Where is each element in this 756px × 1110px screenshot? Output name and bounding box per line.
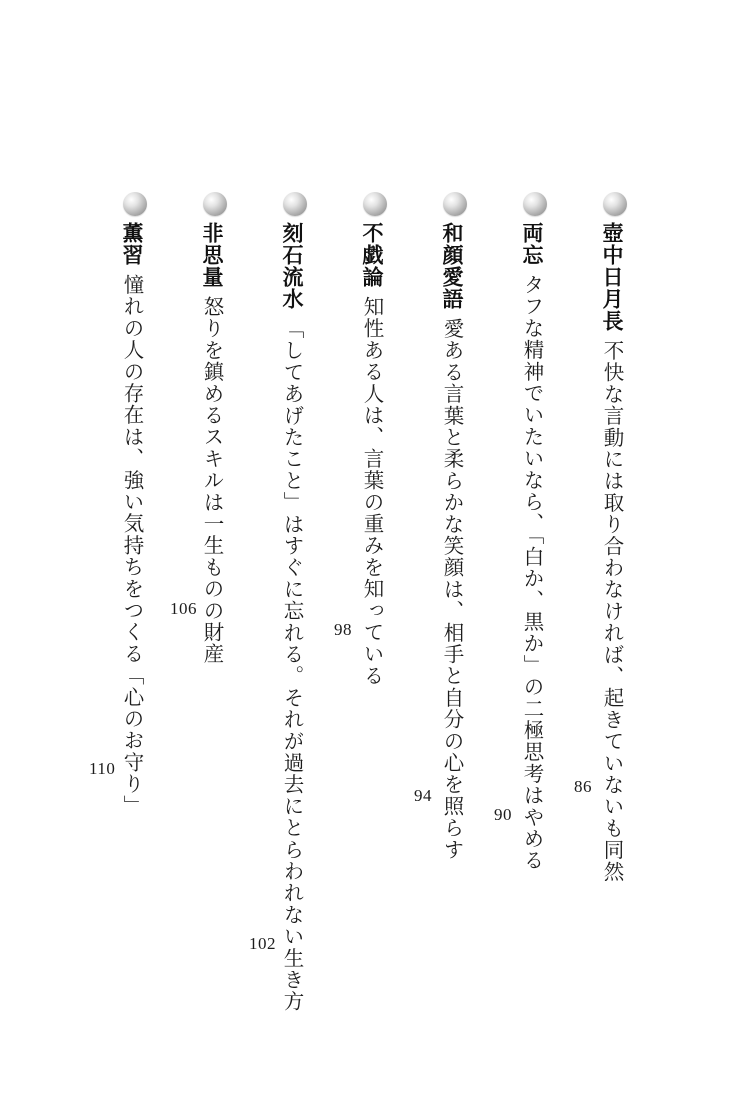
toc-entry	[590, 192, 634, 883]
entry-text: 憧れの人の存在は、強い気持ちをつくる「心のお守り」	[120, 274, 144, 817]
entry-title: 壺中日月長	[600, 222, 624, 332]
entry-text: 怒りを鎮めるスキルは一生ものの財産	[200, 296, 224, 665]
bullet-dot-icon	[123, 192, 147, 216]
toc-entry	[110, 192, 154, 817]
toc-entry	[430, 192, 474, 861]
entry-title: 和顔愛語	[440, 222, 464, 310]
bullet-dot-icon	[523, 192, 547, 216]
entry-page-number: 86	[574, 777, 592, 796]
entry-title: 両忘	[520, 222, 544, 266]
toc-entry	[190, 192, 234, 665]
bullet-dot-icon	[443, 192, 467, 216]
entry-title: 薫習	[120, 222, 144, 266]
bullet-dot-icon	[363, 192, 387, 216]
entry-text: 「してあげたこと」はすぐに忘れる。それが過去にとらわれない生き方	[280, 318, 304, 1013]
toc-entry	[270, 192, 314, 1012]
entry-page-number: 90	[494, 805, 512, 824]
entry-page-number: 94	[414, 786, 432, 805]
entry-text: 知性ある人は、言葉の重みを知っている	[360, 296, 384, 687]
entry-page-number: 106	[170, 599, 197, 618]
entry-title: 不戯論	[360, 222, 384, 288]
bullet-dot-icon	[603, 192, 627, 216]
entry-text: タフな精神でいたいなら、「白か、黒か」の二極思考はやめる	[520, 274, 544, 872]
entry-text: 不快な言動には取り合わなければ、起きていないも同然	[600, 340, 624, 883]
entry-page-number: 102	[249, 934, 276, 953]
entry-title: 非思量	[200, 222, 224, 288]
toc-entry	[350, 192, 394, 687]
bullet-dot-icon	[283, 192, 307, 216]
entry-text: 愛ある言葉と柔らかな笑顔は、相手と自分の心を照らす	[440, 318, 464, 861]
bullet-dot-icon	[203, 192, 227, 216]
entry-title: 刻石流水	[280, 222, 304, 310]
toc-entry	[510, 192, 554, 871]
entry-page-number: 98	[334, 620, 352, 639]
entry-page-number: 110	[89, 759, 116, 778]
